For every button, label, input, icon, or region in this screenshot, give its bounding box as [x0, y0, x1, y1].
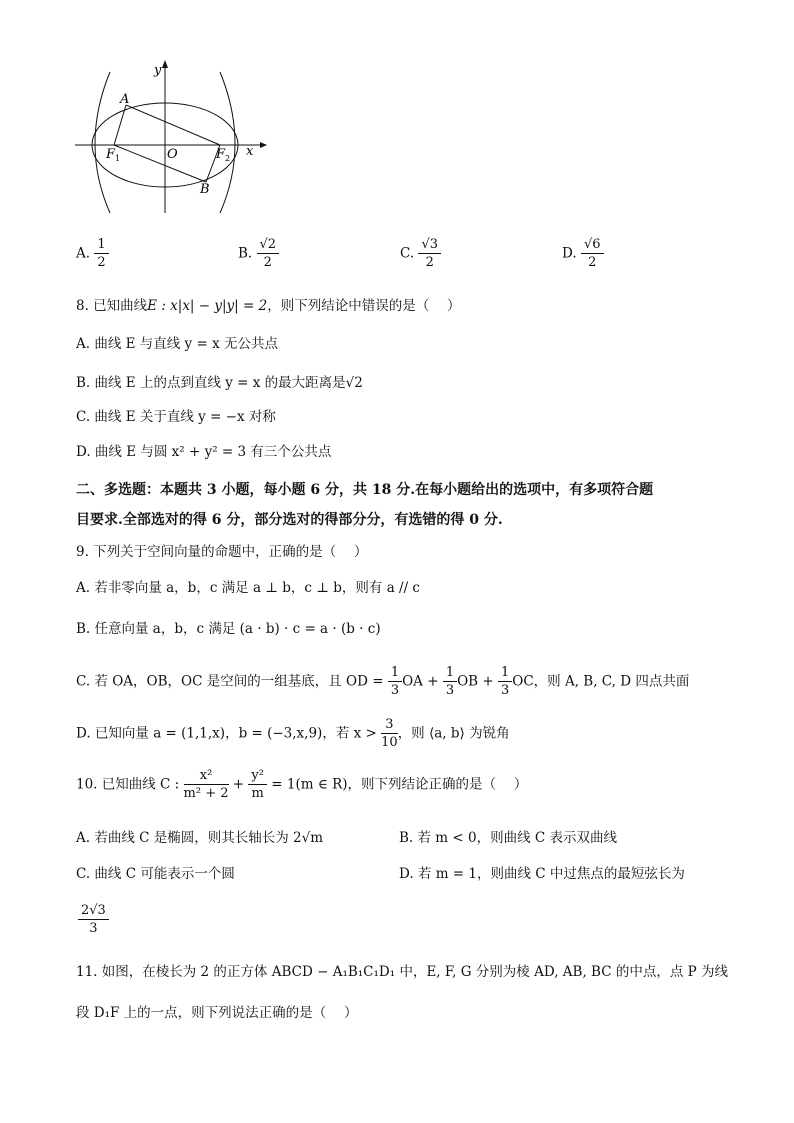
q10-option-d-fraction: $\frac{2√3}{3}$: [78, 902, 109, 937]
q11-stem-line2: 段 D₁F 上的一点，则下列说法正确的是（ ）: [76, 1005, 358, 1021]
section2-heading-line1: 二、多选题：本题共 3 小题，每小题 6 分，共 18 分.在每小题给出的选项中，有多项符合题: [76, 482, 654, 498]
segment-a-b-upper: [126, 105, 220, 145]
q11-stem-line1: 11. 如图，在棱长为 2 的正方体 ABCD − A₁B₁C₁D₁ 中，E, F, G 分别为棱 AD, AB, BC 的中点，点 P 为线: [76, 964, 728, 980]
q8-option-c: C. 曲线 E 关于直线 y = −x 对称: [76, 409, 276, 425]
q7-option-c: C. $\frac{√3}{2}$: [400, 236, 441, 271]
y-axis-arrow-icon: [162, 60, 168, 68]
q7-option-a: A. $\frac{1}{2}$: [76, 236, 109, 271]
q9-option-c: C. 若 OA，OB，OC 是空间的一组基底，且 OD = $\frac{1}{3}$ OA + $\frac{1}{3}$ OB + $\frac{1}{3}$ OC，则 A, B, C, D 四点共面: [76, 665, 690, 698]
q8-stem: 8. 已知曲线E : x|x| − y|y| = 2，则下列结论中错误的是（ ）: [76, 298, 461, 314]
x-axis-arrow-icon: [260, 142, 267, 148]
label-f1: $F_1$: [106, 147, 121, 163]
label-o: O: [167, 147, 178, 162]
q8-option-b: B. 曲线 E 上的点到直线 y = x 的最大距离是√2: [76, 375, 363, 391]
q7-option-b: B. $\frac{√2}{2}$: [238, 236, 279, 271]
q10-option-b: B. 若 m < 0，则曲线 C 表示双曲线: [399, 830, 617, 846]
label-a: A: [120, 92, 130, 107]
label-y: y: [154, 63, 162, 78]
q9-stem: 9. 下列关于空间向量的命题中，正确的是（ ）: [76, 544, 368, 560]
q10-stem: 10. 已知曲线 C : $\frac{\text{x²}}{\text{m² + 2}}$ + $\frac{\text{y²}}{m}$ = 1(m ∈ R)，则下列结论正确的是（ ）: [76, 768, 528, 801]
section2-heading-line2: 目要求.全部选对的得 6 分，部分选对的得部分分，有选错的得 0 分.: [76, 512, 503, 528]
q9-option-b: B. 任意向量 a，b，c 满足 (a · b) · c = a · (b · c): [76, 621, 381, 637]
q10-option-a: A. 若曲线 C 是椭圆，则其长轴长为 2√m: [76, 830, 324, 846]
conic-figure: [70, 58, 270, 218]
label-f2: $F_2$: [216, 147, 231, 163]
hyperbola-left-branch: [95, 72, 110, 213]
segment-a-f1: [114, 105, 126, 145]
q7-option-d: D. $\frac{√6}{2}$: [562, 236, 604, 271]
q9-option-d: D. 已知向量 a = (1,1,x)，b = (−3,x,9)，若 x > $\frac{3}{10}$ ，则 ⟨a, b⟩ 为锐角: [76, 717, 510, 750]
q8-option-d: D. 曲线 E 与圆 x² + y² = 3 有三个公共点: [76, 444, 332, 460]
segment-a-b-diag: [126, 105, 206, 182]
label-x: x: [246, 144, 254, 159]
q10-option-c: C. 曲线 C 可能表示一个圆: [76, 866, 235, 882]
q9-option-a: A. 若非零向量 a，b，c 满足 a ⊥ b，c ⊥ b，则有 a // c: [76, 580, 420, 596]
hyperbola-right-branch: [220, 72, 235, 213]
q8-option-a: A. 曲线 E 与直线 y = x 无公共点: [76, 336, 278, 352]
q10-option-d: D. 若 m = 1，则曲线 C 中过焦点的最短弦长为: [399, 866, 685, 882]
label-b: B: [200, 182, 210, 197]
segment-f1-b: [114, 145, 206, 182]
